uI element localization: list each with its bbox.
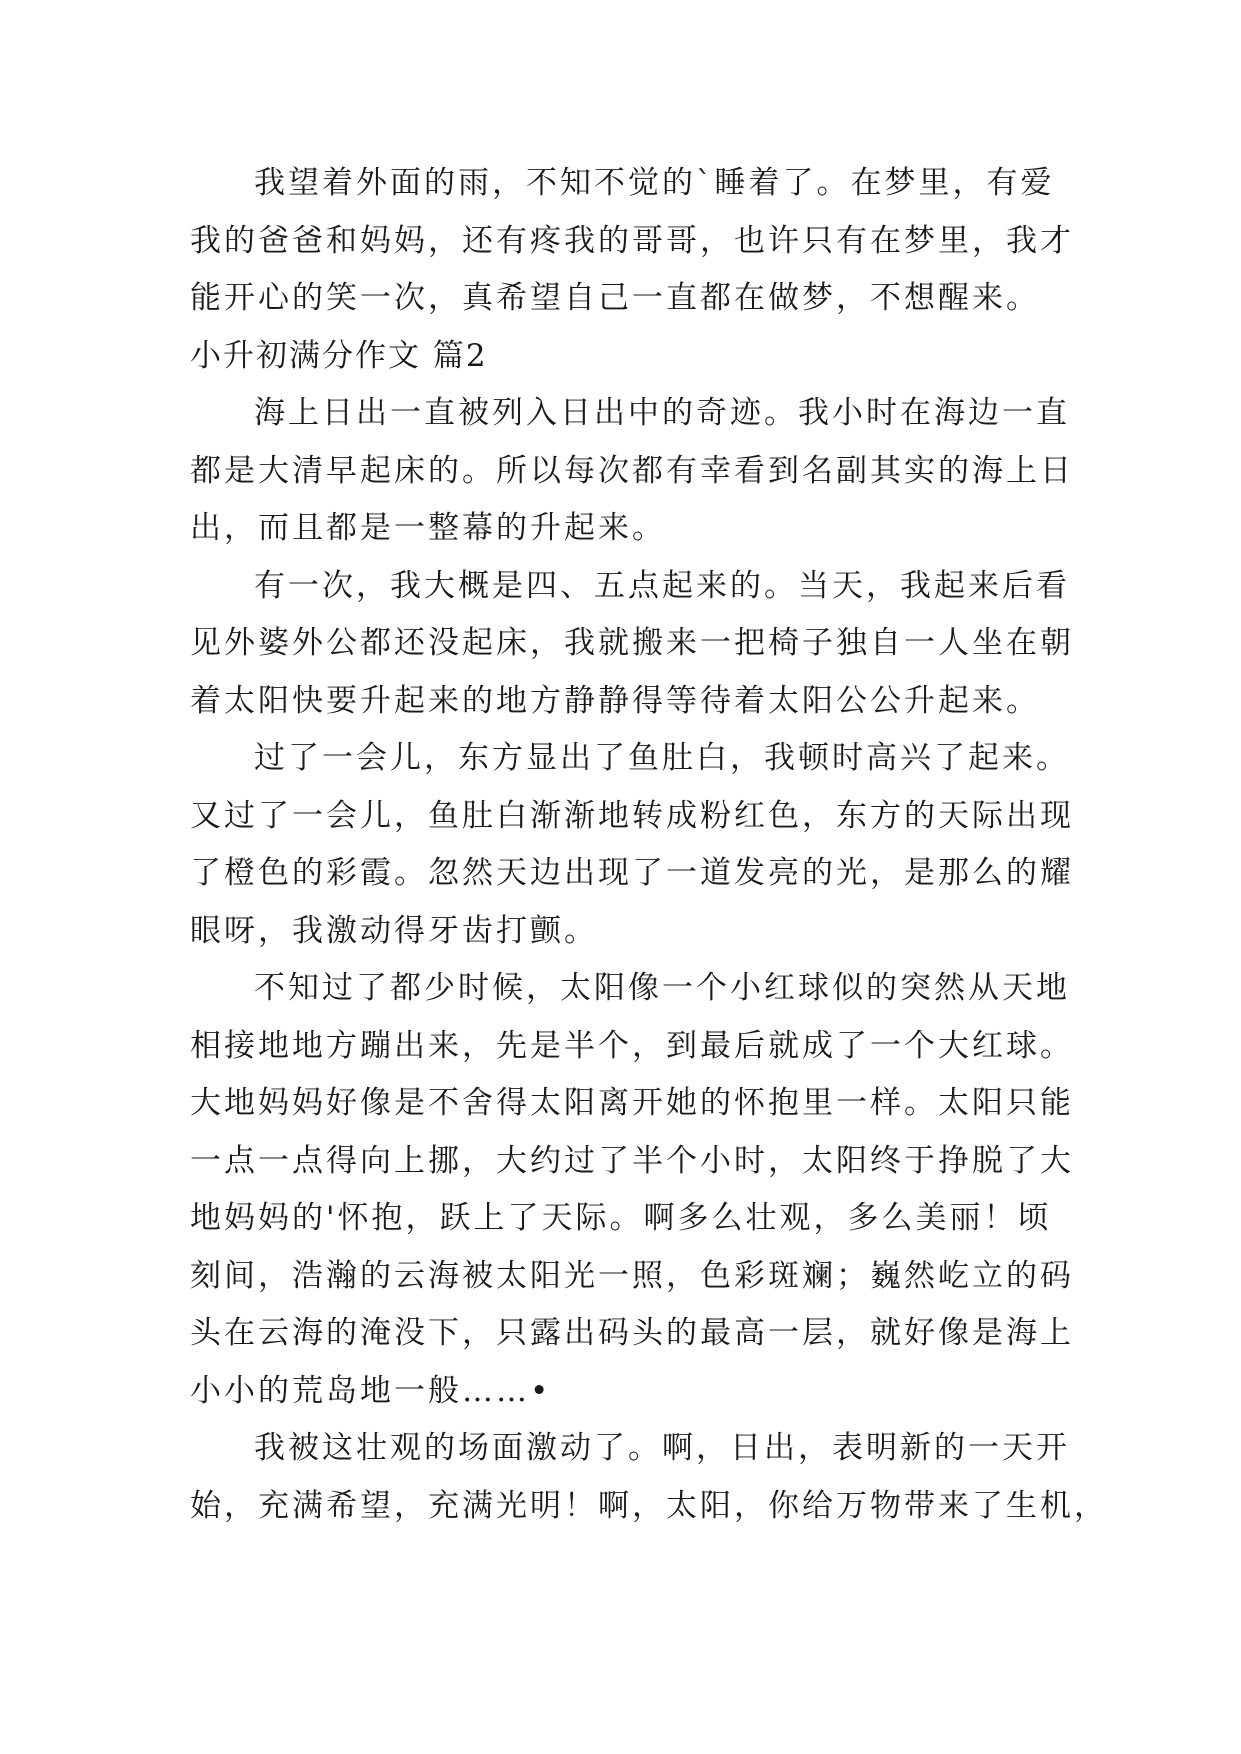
paragraph-line: 大地妈妈好像是不舍得太阳离开她的怀抱里一样。太阳只能	[190, 1085, 1074, 1121]
paragraph-line: 我望着外面的雨，不知不觉的`睡着了。在梦里，有爱	[254, 165, 1055, 201]
paragraph-line: 不知过了都少时候，太阳像一个小红球似的突然从天地	[254, 970, 1070, 1006]
paragraph-line: 小小的荒岛地一般……•	[190, 1372, 552, 1409]
paragraph-line: 着太阳快要升起来的地方静静得等待着太阳公公升起来。	[190, 682, 1040, 719]
paragraph-line: 出，而且都是一整幕的升起来。	[190, 510, 666, 546]
paragraph-line: 头在云海的淹没下，只露出码头的最高一层，就好像是海上	[190, 1315, 1074, 1351]
paragraph-line: 始，充满希望，充满光明！啊，太阳，你给万物带来了生机，	[190, 1487, 1108, 1524]
paragraph-line: 我被这壮观的场面激动了。啊，日出，表明新的一天开	[254, 1430, 1070, 1466]
paragraph-line: 相接地地方蹦出来，先是半个，到最后就成了一个大红球。	[190, 1027, 1074, 1064]
paragraph-line: 眼呀，我激动得牙齿打颤。	[190, 912, 598, 949]
paragraph-line: 过了一会儿，东方显出了鱼肚白，我顿时高兴了起来。	[254, 740, 1070, 776]
paragraph-line: 地妈妈的'怀抱，跃上了天际。啊多么壮观，多么美丽！顷	[190, 1200, 1052, 1236]
paragraph-line: 都是大清早起床的。所以每次都有幸看到名副其实的海上日	[190, 452, 1074, 489]
section-heading: 小升初满分作文 篇2	[190, 337, 488, 374]
paragraph-line: 见外婆外公都还没起床，我就搬来一把椅子独自一人坐在朝	[190, 625, 1074, 661]
paragraph-line: 又过了一会儿，鱼肚白渐渐地转成粉红色，东方的天际出现	[190, 797, 1074, 834]
paragraph-line: 海上日出一直被列入日出中的奇迹。我小时在海边一直	[254, 395, 1070, 431]
paragraph-line: 了橙色的彩霞。忽然天边出现了一道发亮的光，是那么的耀	[190, 855, 1074, 891]
paragraph-line: 有一次，我大概是四、五点起来的。当天，我起来后看	[254, 567, 1070, 604]
paragraph-line: 我的爸爸和妈妈，还有疼我的哥哥，也许只有在梦里，我才	[190, 222, 1074, 259]
paragraph-line: 一点一点得向上挪，大约过了半个小时，太阳终于挣脱了大	[190, 1142, 1074, 1179]
paragraph-line: 刻间，浩瀚的云海被太阳光一照，色彩斑斓；巍然屹立的码	[190, 1257, 1074, 1294]
article-body	[190, 155, 1108, 1535]
paragraph-line: 能开心的笑一次，真希望自己一直都在做梦，不想醒来。	[190, 280, 1040, 316]
